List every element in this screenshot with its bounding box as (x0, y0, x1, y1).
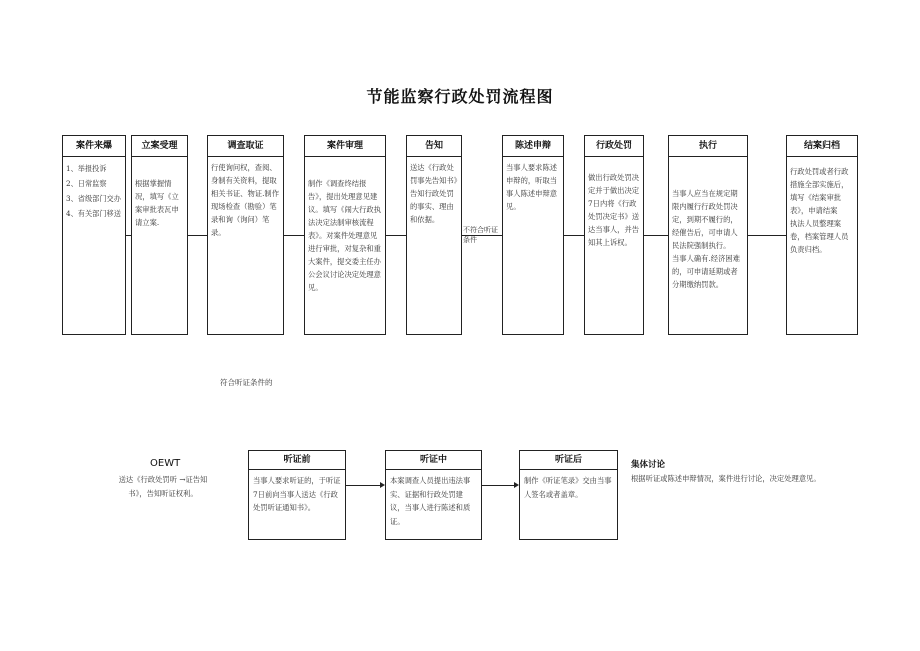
column-statement (502, 135, 564, 335)
hearing-before-box (248, 450, 346, 540)
list-item: 3、省级部门交办 (66, 194, 121, 203)
column-header: 结案归档 (787, 136, 857, 157)
box-header: 听证前 (249, 451, 345, 470)
column-execution (668, 135, 748, 335)
list-item: 4、有关部门移送 (66, 209, 121, 218)
column-notice (406, 135, 462, 335)
connector-line (126, 235, 131, 236)
hearing-label: 符合听证条件的 (220, 378, 273, 387)
connector-line (346, 485, 382, 486)
page-title: 节能监察行政处罚流程图 (366, 87, 554, 106)
column-header: 告知 (407, 136, 461, 157)
column-header: 行政处罚 (585, 136, 643, 157)
column-header: 案件审理 (305, 136, 385, 157)
column-investigation (207, 135, 284, 335)
oewt-label: OEWT (150, 458, 181, 469)
column-header: 陈述申辩 (503, 136, 563, 157)
column-text: 当事人确有.经济困难的，可申请延期或者分期缴纳罚款。 (672, 254, 740, 289)
discussion-text: 根据听证或陈述申辩情况，案件进行讨论，决定处理意见。 (631, 474, 821, 483)
column-text: 执法人员整理案卷，档案管理人员负责归档。 (790, 219, 849, 254)
connector-line (284, 235, 304, 236)
box-text: 当事人要求听证的，于听证7日前向当事人送达《行政处罚听证通知书》。 (253, 476, 341, 512)
connector-line (564, 235, 584, 236)
column-text: 行使询问权，查阅、身制有关资料，提取相关书证、物证.制作现场检查（勘验）笔录和询（询问）笔录。 (211, 163, 279, 237)
connector-line (188, 235, 207, 236)
box-text: 本案调查人员提出违法事实、证据和行政处罚建议，当事人进行陈述和质证。 (390, 476, 471, 526)
no-hearing-label: 不符合听证条件 (463, 226, 498, 244)
list-item: 2、日常监察 (66, 179, 107, 188)
column-archive (786, 135, 858, 335)
hearing-during-box (385, 450, 482, 540)
column-penalty (584, 135, 644, 335)
connector-line (386, 235, 406, 236)
connector-line (482, 485, 516, 486)
connector-line (644, 235, 668, 236)
column-header: 调查取证 (208, 136, 283, 157)
column-text: 当事人要求陈述申辩的，听取当事人陈述申辩意见。 (506, 163, 558, 211)
oewt-text: 送达《行政处罚听 →证告知书》，告知听证权利。 (118, 475, 208, 498)
hearing-after-box (519, 450, 618, 540)
column-text: 送达《行政处罚事先告知书》告知行政处罚的事实、理由和依据。 (410, 163, 458, 224)
column-header: 案件来爆 (63, 136, 125, 157)
column-review (304, 135, 386, 335)
box-text: 制作《听证笔录》交由当事人签名或者盖章。 (524, 476, 612, 499)
discussion-title: 集体讨论 (631, 460, 666, 470)
column-text: 做出行政处罚决定并于做出决定7日内将《行政处罚决定书》送达当事人，并告知其上诉权。 (588, 173, 640, 247)
column-text: 制作《调查终结报告》，提出处理意见建议。填写《闹大行政执法决定法制审核流程表》。对案件处理意见进行审批，对复杂和重大案件，提交委主任办公会议讨论决定处理意见。 (308, 179, 381, 292)
column-text: 当事人应当在规定期限内履行行政处罚决定，到期不履行的，经催告后，可申请人民法院强制执行。 (672, 189, 738, 250)
column-case-source (62, 135, 126, 335)
connector-line (748, 235, 786, 236)
list-item: 1、举报投诉 (66, 164, 107, 173)
column-filing (131, 135, 188, 335)
column-header: 立案受理 (132, 136, 187, 157)
box-header: 听证后 (520, 451, 617, 470)
column-header: 执行 (669, 136, 747, 157)
column-text: 根据掌握情况，填写《立案审批表瓦申请立案. (135, 179, 179, 227)
column-text: 行政处罚或者行政措施全部实施后，填写《结案审批表》，申请结案 (790, 167, 849, 215)
box-header: 听证中 (386, 451, 481, 470)
